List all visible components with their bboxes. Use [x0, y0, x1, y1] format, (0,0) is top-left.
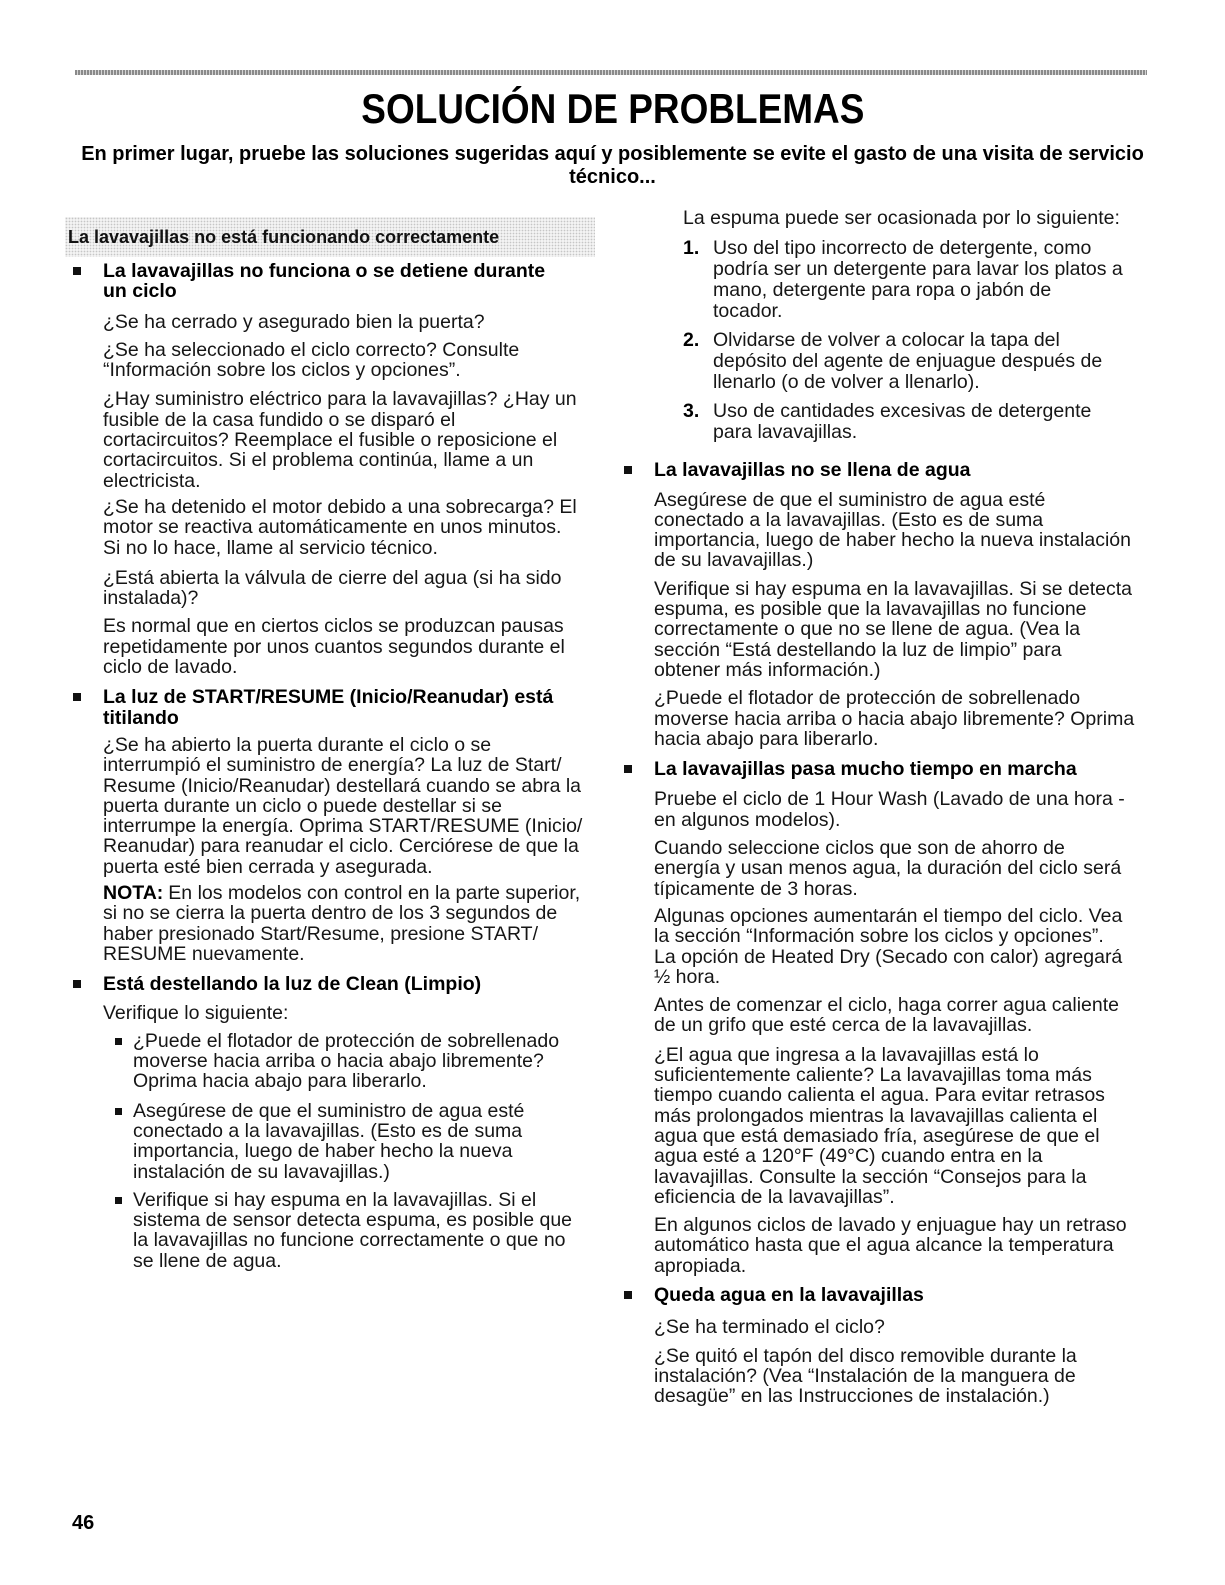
page-subtitle: En primer lugar, pruebe las soluciones sugeridas aquí y posiblemente se evite el gasto de una visita de servicio técnico... [81, 143, 1144, 188]
problem-heading-text: Queda agua en la lavavajillas [654, 1283, 924, 1306]
page-title-text: SOLUCIÓN DE PROBLEMAS [360, 85, 865, 132]
sub-bullet-text: ¿Puede el flotador de protección de sobrellenado moverse hacia arriba o hacia abajo libremente? Oprima hacia abajo para liberarlo. [133, 1029, 560, 1093]
bullet-icon [115, 1108, 122, 1115]
paragraph: Pruebe el ciclo de 1 Hour Wash (Lavado de una hora - en algunos modelos). [654, 788, 1125, 831]
note-label: NOTA: [103, 882, 164, 905]
problem-heading [65, 261, 595, 302]
sub-bullet-text: Asegúrese de que el suministro de agua esté conectado a la lavavajillas. (Esto es de suma importancia, luego de haber hecho la nueva instalación de su lavavajillas.) [133, 1099, 525, 1183]
problem-heading [620, 1285, 1165, 1305]
bullet-icon [115, 1197, 122, 1204]
problem-heading-text: La lavavajillas pasa mucho tiempo en marcha [654, 758, 1077, 781]
sub-bullet-text: Verifique si hay espuma en la lavavajillas. Si el sistema de sensor detecta espuma, es posible que la lavavajillas no funcione correctamente o que no se llene de agua. [133, 1188, 573, 1272]
paragraph: ¿Se quitó el tapón del disco removible durante la instalación? (Vea “Instalación de la manguera de desagüe” en las Instrucciones de instalación.) [654, 1344, 1077, 1408]
section-header [65, 217, 595, 257]
bullet-icon [624, 765, 632, 773]
left-column [65, 217, 595, 1271]
bullet-icon [73, 980, 81, 988]
bullet-icon [624, 1291, 632, 1299]
paragraph: ¿Está abierta la válvula de cierre del agua (si ha sido instalada)? [103, 566, 562, 610]
numbered-item [620, 238, 1165, 322]
problem-heading-text: La lavavajillas no funciona o se detiene durante un ciclo [103, 260, 546, 303]
paragraph: ¿Se ha seleccionado el ciclo correcto? Consulte “Información sobre los ciclos y opciones”. [103, 338, 520, 382]
problem-heading [620, 460, 1165, 480]
foam-causes-intro: La espuma puede ser ocasionada por lo siguiente: [683, 207, 1120, 229]
bullet-icon [624, 466, 632, 474]
paragraph: Verifique si hay espuma en la lavavajillas. Si se detecta espuma, es posible que la lavavajillas no funcione correctamente o que no se llene de agua. (Vea la sección “Está destellando la luz de limpio” para obtener más información.) [654, 577, 1133, 681]
numbered-item [620, 401, 1165, 443]
item-number: 3. [683, 400, 700, 423]
numbered-item-text: Uso del tipo incorrecto de detergente, como podría ser un detergente para lavar los platos a mano, detergente para ropa o jabón de tocador. [713, 237, 1123, 323]
paragraph: Cuando seleccione ciclos que son de ahorro de energía y usan menos agua, la duración del ciclo será típicamente de 3 horas. [654, 837, 1122, 900]
problem-heading-text: La luz de START/RESUME (Inicio/Reanudar) está titilando [103, 686, 554, 729]
section-header-text: La lavavajillas no está funcionando correctamente [68, 227, 500, 247]
note-text: En los modelos con control en la parte superior, si no se cierra la puerta dentro de los 3 segundos de haber presionado Start/Resume, presione START/ RESUME nuevamente. [103, 882, 581, 965]
paragraph: ¿Se ha abierto la puerta durante el ciclo o se interrumpió el suministro de energía? La luz de Start/ Resume (Inicio/Reanudar) destellará cuando se abra la puerta durante un ciclo o puede destellar si se interrumpe la energía. Oprima START/RESUME (Inicio/ Reanudar) para reanudar el ciclo. Cerciórese de que la puerta esté bien cerrada y asegurada. [103, 733, 583, 878]
bullet-icon [73, 693, 81, 701]
bullet-icon [115, 1038, 122, 1045]
item-number: 2. [683, 329, 700, 352]
problem-heading [65, 687, 595, 728]
problem-heading [620, 759, 1165, 779]
paragraph: Algunas opciones aumentarán el tiempo del ciclo. Vea la sección “Información sobre los ciclos y opciones”. La opción de Heated Dry (Secado con calor) agregará ½ hora. [654, 904, 1123, 988]
numbered-item [620, 330, 1165, 393]
sub-bullet-item [65, 1031, 595, 1092]
paragraph: Antes de comenzar el ciclo, haga correr agua caliente de un grifo que esté cerca de la lavavajillas. [654, 994, 1120, 1037]
paragraph: ¿Se ha detenido el motor debido a una sobrecarga? El motor se reactiva automáticamente en unos minutos. Si no lo hace, llame al servicio técnico. [103, 495, 577, 559]
paragraph: Verifique lo siguiente: [103, 1001, 289, 1024]
item-number: 1. [683, 237, 700, 260]
sub-bullet-item [65, 1101, 595, 1182]
paragraph: ¿Hay suministro eléctrico para la lavavajillas? ¿Hay un fusible de la casa fundido o se disparó el cortacircuitos? Reemplace el fusible o reposicione el cortacircuitos. Si el problema continúa, llame a un electricista. [103, 388, 577, 492]
bullet-icon [73, 267, 81, 275]
paragraph: En algunos ciclos de lavado y enjuague hay un retraso automático hasta que el agua alcance la temperatura apropiada. [654, 1214, 1127, 1277]
right-column [620, 208, 1165, 1406]
paragraph: ¿Se ha terminado el ciclo? [654, 1316, 885, 1339]
sub-bullet-item [65, 1190, 595, 1271]
paragraph: ¿Puede el flotador de protección de sobrellenado moverse hacia arriba o hacia abajo libremente? Oprima hacia abajo para liberarlo. [654, 687, 1135, 750]
numbered-item-text: Olvidarse de volver a colocar la tapa del depósito del agente de enjuague después de llenarlo (o de volver a llenarlo). [713, 329, 1103, 394]
paragraph: ¿El agua que ingresa a la lavavajillas está lo suficientemente caliente? La lavavajillas toma más tiempo cuando calienta el agua. Para evitar retrasos más prolongados mientras la lavavajillas calienta el agua que está demasiado fría, asegúrese de que el agua esté a 120°F (49°C) cuando entra en la lavavajillas. Consulte la sección “Consejos para la eficiencia de la lavavajillas”. [654, 1043, 1105, 1208]
problem-heading-text: Está destellando la luz de Clean (Limpio) [103, 973, 482, 996]
paragraph: Es normal que en ciertos ciclos se produzcan pausas repetidamente por unos cuantos segundos durante el ciclo de lavado. [103, 615, 565, 679]
page-title [0, 86, 1225, 132]
paragraph: ¿Se ha cerrado y asegurado bien la puerta? [103, 310, 485, 333]
problem-heading [65, 974, 595, 994]
problem-heading-text: La lavavajillas no se llena de agua [654, 459, 971, 482]
paragraph: Asegúrese de que el suministro de agua esté conectado a la lavavajillas. (Esto es de suma importancia, luego de haber hecho la nueva instalación de su lavavajillas.) [654, 488, 1131, 572]
numbered-item-text: Uso de cantidades excesivas de detergente para lavavajillas. [713, 400, 1092, 444]
page-number: 46 [72, 1512, 95, 1534]
note-paragraph [65, 883, 595, 964]
top-rule [75, 70, 1147, 75]
